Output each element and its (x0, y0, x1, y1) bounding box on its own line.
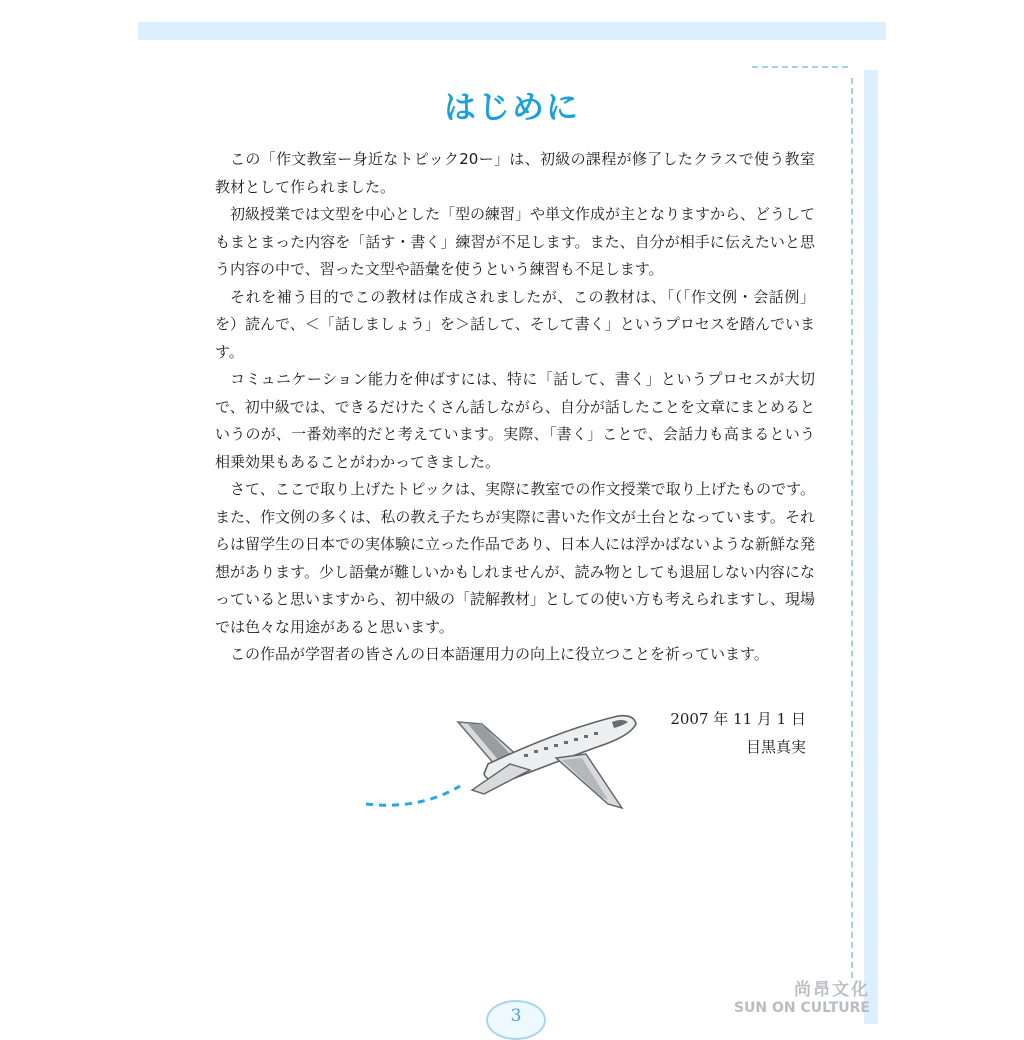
top-decor-band (138, 22, 886, 40)
paragraph: この作品が学習者の皆さんの日本語運用力の向上に役立つことを祈っています。 (230, 645, 769, 663)
paragraph: さて、ここで取り上げたトピックは、実際に教室での作文授業で取り上げたものです。また、作文例の多くは、私の教え子たちが実際に書いた作文が土台となっています。それらは留学生の日本での実体験に立った作品であり、日本人には浮かばないような新鮮な発想があります。少し語彙が難しいかもしれませんが、読み物としても退屈しない内容になっていると思いますから、初中級の「読解教材」としての使い方も考えられますし、現場では色々な用途があると思います。 (215, 480, 816, 636)
paragraph: 初級授業では文型を中心とした「型の練習」や単文作成が主となりますから、どうしてもまとまった内容を「話す・書く」練習が不足します。また、自分が相手に伝えたいと思う内容の中で、習った文型や語彙を使うという練習も不足します。 (215, 205, 816, 278)
right-dashed-line (851, 78, 853, 978)
date: 2007 年 11 月 1 日 (670, 710, 806, 728)
publisher-logo (700, 975, 870, 1016)
paragraph: それを補う目的でこの教材は作成されましたが、この教材は、「（「作文例・会話例」を）読んで、＜「話しましょう」を＞話して、そして書く」というプロセスを踏んでいます。 (215, 287, 815, 361)
preface-body (215, 146, 815, 669)
airplane-illustration (360, 700, 650, 820)
top-dashed-line (752, 66, 848, 68)
paragraph: この「作文教室ー身近なトピック20ー」は、初級の課程が修了したクラスで使う教室教材として作られました。 (215, 150, 815, 196)
paragraph: コミュニケーション能力を伸ばすには、特に「話して、書く」というプロセスが大切で、初中級では、できるだけたくさん話しながら、自分が話したことを文章にまとめるというのが、一番効率的だと考えています。実際、「書く」ことで、会話力も高まるという相乗効果もあることがわかってきました。 (215, 370, 815, 471)
flight-trail (366, 786, 460, 805)
page-title: はじめに (443, 88, 580, 126)
author-name: 目黒真実 (745, 738, 806, 756)
publisher-name-cn: 尚昂文化 (794, 980, 870, 1000)
right-decor-band (864, 70, 878, 1024)
publisher-name-en: SUN ON CULTURE (733, 1000, 870, 1016)
page-number: 3 (486, 1000, 546, 1040)
